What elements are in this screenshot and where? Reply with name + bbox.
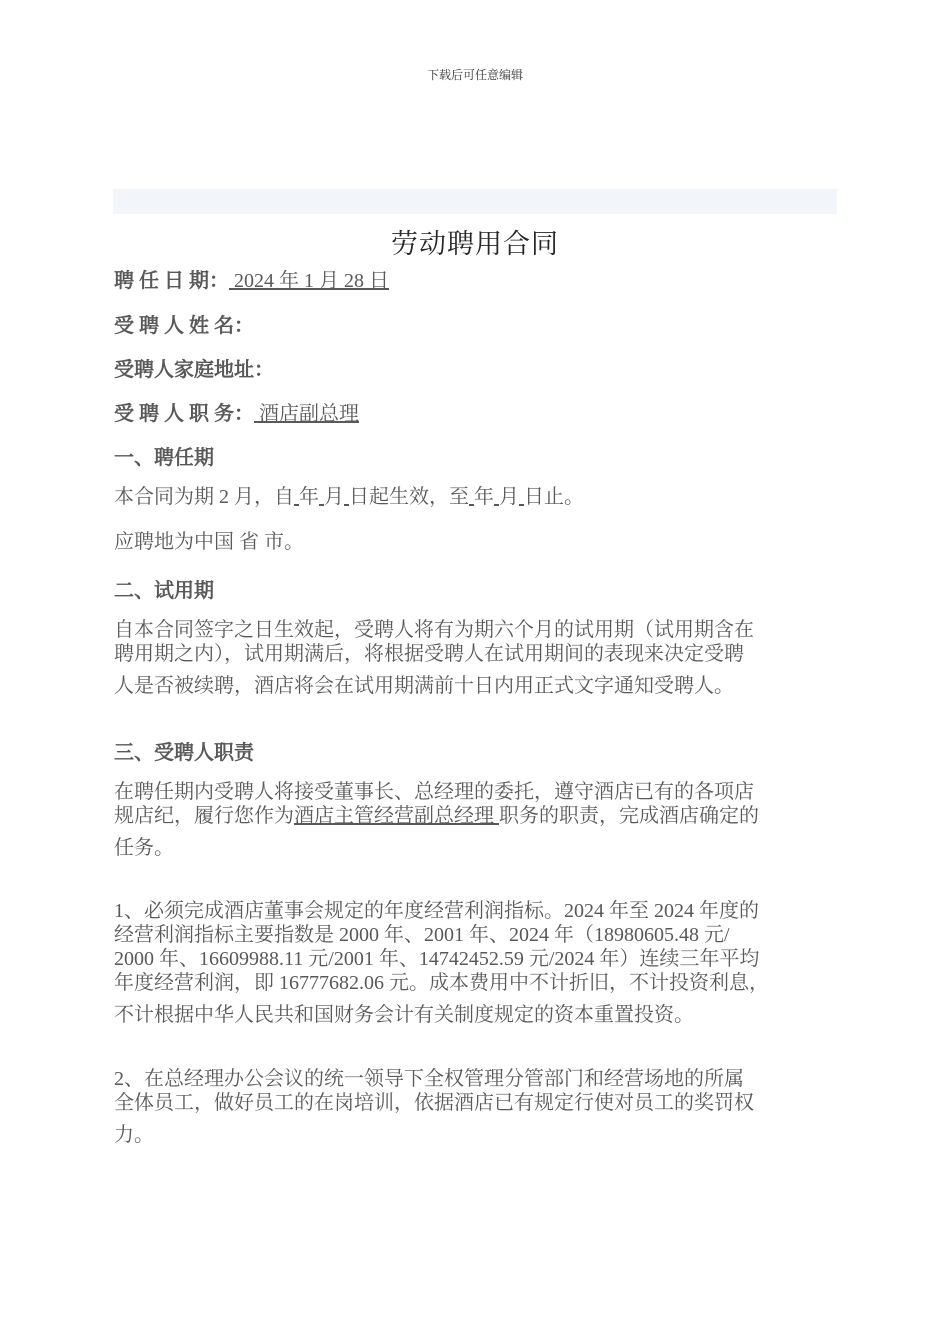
item-1-paragraph: [114, 899, 838, 1027]
text-segment: 职务的职责，完成酒店确定的: [499, 805, 759, 827]
name-field: [114, 309, 254, 338]
position-field: [114, 397, 359, 426]
date-label: 聘 任 日 期：: [114, 270, 229, 292]
location-paragraph: [114, 530, 838, 554]
section-3-title: 三、受聘人职责: [114, 742, 254, 764]
paragraph-line: 任务。: [114, 837, 174, 859]
probation-paragraph: [114, 618, 838, 698]
text-segment: 本合同为期 2 月，自: [114, 486, 294, 508]
text-segment: 年: [474, 486, 494, 508]
paragraph-line: 年度经营利润，即 16777682.06 元。成本费用中不计折旧，不计投资利息，: [114, 972, 769, 994]
paragraph-line: 人是否被续聘，酒店将会在试用期满前十日内用正式文字通知受聘人。: [114, 675, 734, 697]
term-paragraph: [114, 485, 838, 509]
text-segment: 年: [299, 486, 319, 508]
address-field: [114, 353, 274, 382]
document-title: 劳动聘用合同: [391, 229, 559, 259]
date-value: 2024 年 1 月 28 日: [229, 270, 389, 292]
paragraph-line: 自本合同签字之日生效起，受聘人将有为期六个月的试用期（试用期含在: [114, 619, 754, 641]
text-segment: 月: [499, 486, 519, 508]
location-line: 应聘地为中国 省 市。: [114, 531, 304, 553]
paragraph-line: 2000 年、16609988.11 元/2001 年、14742452.59 元/2024 年）连续三年平均: [114, 948, 760, 970]
paragraph-line: [114, 804, 838, 828]
paragraph-line: 不计根据中华人民共和国财务会计有关制度规定的资本重置投资。: [114, 1004, 694, 1026]
title-band: [113, 189, 837, 214]
paragraph-line: 2、在总经理办公会议的统一领导下全权管理分管部门和经营场地的所属: [114, 1068, 744, 1090]
paragraph-line: 在聘任期内受聘人将接受董事长、总经理的委托，遵守酒店已有的各项店: [114, 781, 754, 803]
header-note: 下载后可任意编辑: [426, 68, 523, 82]
position-value: 酒店副总理: [254, 403, 359, 425]
paragraph-line: 聘用期之内），试用期满后，将根据受聘人在试用期间的表现来决定受聘: [114, 643, 744, 665]
paragraph-line: 全体员工，做好员工的在岗培训，依据酒店已有规定行使对员工的奖罚权: [114, 1092, 754, 1114]
section-1-title: 一、聘任期: [114, 447, 214, 469]
text-segment: 规店纪，履行您作为: [114, 805, 294, 827]
paragraph-line: 力。: [114, 1124, 154, 1146]
section-2-title: 二、试用期: [114, 580, 214, 602]
paragraph-line: 1、必须完成酒店董事会规定的年度经营利润指标。2024 年至 2024 年度的: [114, 900, 759, 922]
text-segment: 日止。: [524, 486, 584, 508]
name-label: 受 聘 人 姓 名：: [114, 315, 254, 337]
text-segment: 月: [324, 486, 344, 508]
paragraph-line: 经营利润指标主要指数是 2000 年、2001 年、2024 年（18980605.48 元/: [114, 924, 730, 946]
position-underlined: 酒店主管经营副总经理: [294, 805, 499, 827]
text-segment: 日起生效，至: [349, 486, 469, 508]
term-line: [114, 485, 838, 509]
position-label: 受 聘 人 职 务：: [114, 403, 254, 425]
date-field: [114, 264, 389, 293]
item-2-paragraph: [114, 1067, 838, 1147]
address-label: 受聘人家庭地址：: [114, 359, 274, 381]
duties-paragraph: [114, 780, 838, 860]
